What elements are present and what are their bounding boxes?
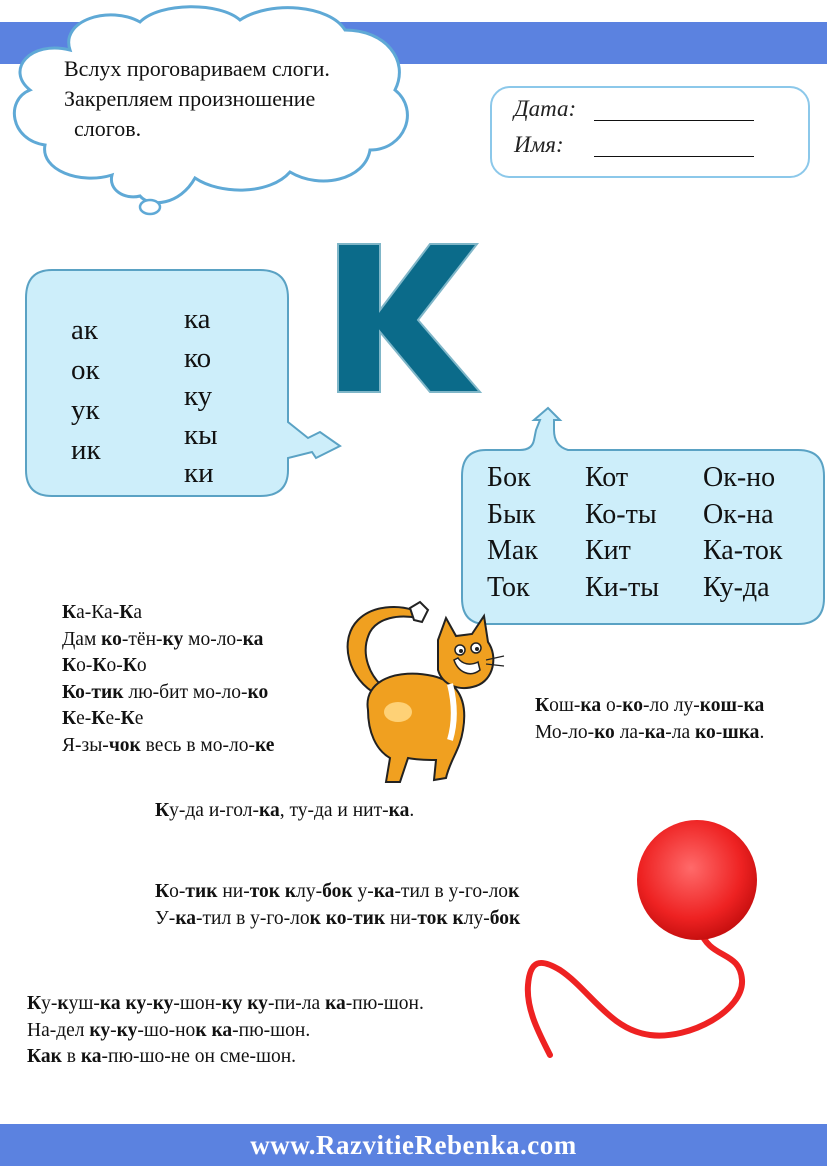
poem-line: Ку-куш-ка ку-ку-шон-ку ку-пи-ла ка-пю-шон. bbox=[27, 993, 424, 1014]
poem-3 bbox=[155, 798, 414, 825]
syllable: ко bbox=[184, 341, 212, 374]
date-name-box bbox=[490, 86, 810, 178]
syllable: кы bbox=[184, 418, 218, 451]
word: Бык bbox=[487, 498, 536, 530]
big-letter-text: К bbox=[330, 240, 331, 241]
footer-url: www.RazvitieRebenka.com bbox=[250, 1130, 577, 1160]
cloud-line: Закрепляем произношение bbox=[64, 86, 316, 111]
word: Кит bbox=[585, 535, 631, 566]
word: Ок-на bbox=[703, 498, 774, 530]
word: Бок bbox=[487, 462, 531, 493]
date-line[interactable] bbox=[594, 120, 754, 121]
poem-line: Кош-ка о-ко-ло лу-кош-ка bbox=[535, 695, 765, 716]
poem-1 bbox=[62, 600, 274, 759]
word: Ок-но bbox=[703, 462, 776, 493]
name-row bbox=[514, 132, 564, 158]
syllable: ик bbox=[71, 434, 101, 466]
cloud-line: слогов. bbox=[74, 116, 142, 141]
poem-4 bbox=[155, 879, 520, 932]
syllables-left bbox=[71, 310, 101, 470]
poem-line: На-дел ку-ку-шо-нок ка-пю-шон. bbox=[27, 1019, 311, 1041]
poem-line: Ко-тик лю-бит мо-ло-ко bbox=[62, 681, 269, 703]
poem-line: Ке-Ке-Ке bbox=[62, 708, 144, 729]
syllable: ок bbox=[71, 354, 100, 386]
syllables-right bbox=[184, 300, 218, 493]
poem-line: У-ка-тил в у-го-лок ко-тик ни-ток клу-бок bbox=[155, 907, 521, 929]
word: Ко-ты bbox=[585, 498, 657, 530]
cloud-line: Вслух проговариваем слоги. bbox=[64, 56, 330, 81]
word: Ки-ты bbox=[585, 571, 660, 603]
syllable: ку bbox=[184, 380, 213, 412]
poem-line: Дам ко-тён-ку мо-ло-ка bbox=[62, 628, 264, 650]
syllable: ак bbox=[71, 314, 98, 346]
cloud-text bbox=[64, 54, 404, 144]
poem-line: Я-зы-чок весь в мо-ло-ке bbox=[62, 734, 275, 756]
syllable: ка bbox=[184, 303, 211, 335]
yarn-ball-illustration bbox=[520, 810, 800, 1070]
word: Ка-ток bbox=[703, 535, 783, 566]
name-line[interactable] bbox=[594, 156, 754, 157]
poem-line: Мо-ло-ко ла-ка-ла ко-шка. bbox=[535, 721, 765, 743]
name-label: Имя: bbox=[514, 132, 564, 157]
poem-2 bbox=[535, 693, 764, 746]
word: Ку-да bbox=[703, 571, 770, 603]
words-col-3 bbox=[703, 460, 783, 606]
poem-line: Ку-да и-гол-ка, ту-да и нит-ка. bbox=[155, 800, 415, 821]
big-letter-k bbox=[330, 240, 485, 400]
date-row bbox=[514, 96, 576, 122]
syllable: ук bbox=[71, 394, 100, 426]
syllable: ки bbox=[184, 457, 214, 489]
poem-5 bbox=[27, 991, 424, 1071]
date-label: Дата: bbox=[514, 96, 577, 121]
word: Ток bbox=[487, 571, 530, 603]
cat-illustration bbox=[338, 600, 508, 790]
poem-line: Как в ка-пю-шо-не он сме-шон. bbox=[27, 1046, 297, 1067]
poem-line: Ка-Ка-Ка bbox=[62, 602, 142, 623]
words-col-2 bbox=[585, 460, 659, 606]
word: Мак bbox=[487, 535, 538, 566]
poem-line: Ко-тик ни-ток клу-бок у-ка-тил в у-го-лок bbox=[155, 881, 520, 902]
poem-line: Ко-Ко-Ко bbox=[62, 655, 147, 676]
words-col-1 bbox=[487, 460, 538, 606]
word: Кот bbox=[585, 462, 629, 493]
